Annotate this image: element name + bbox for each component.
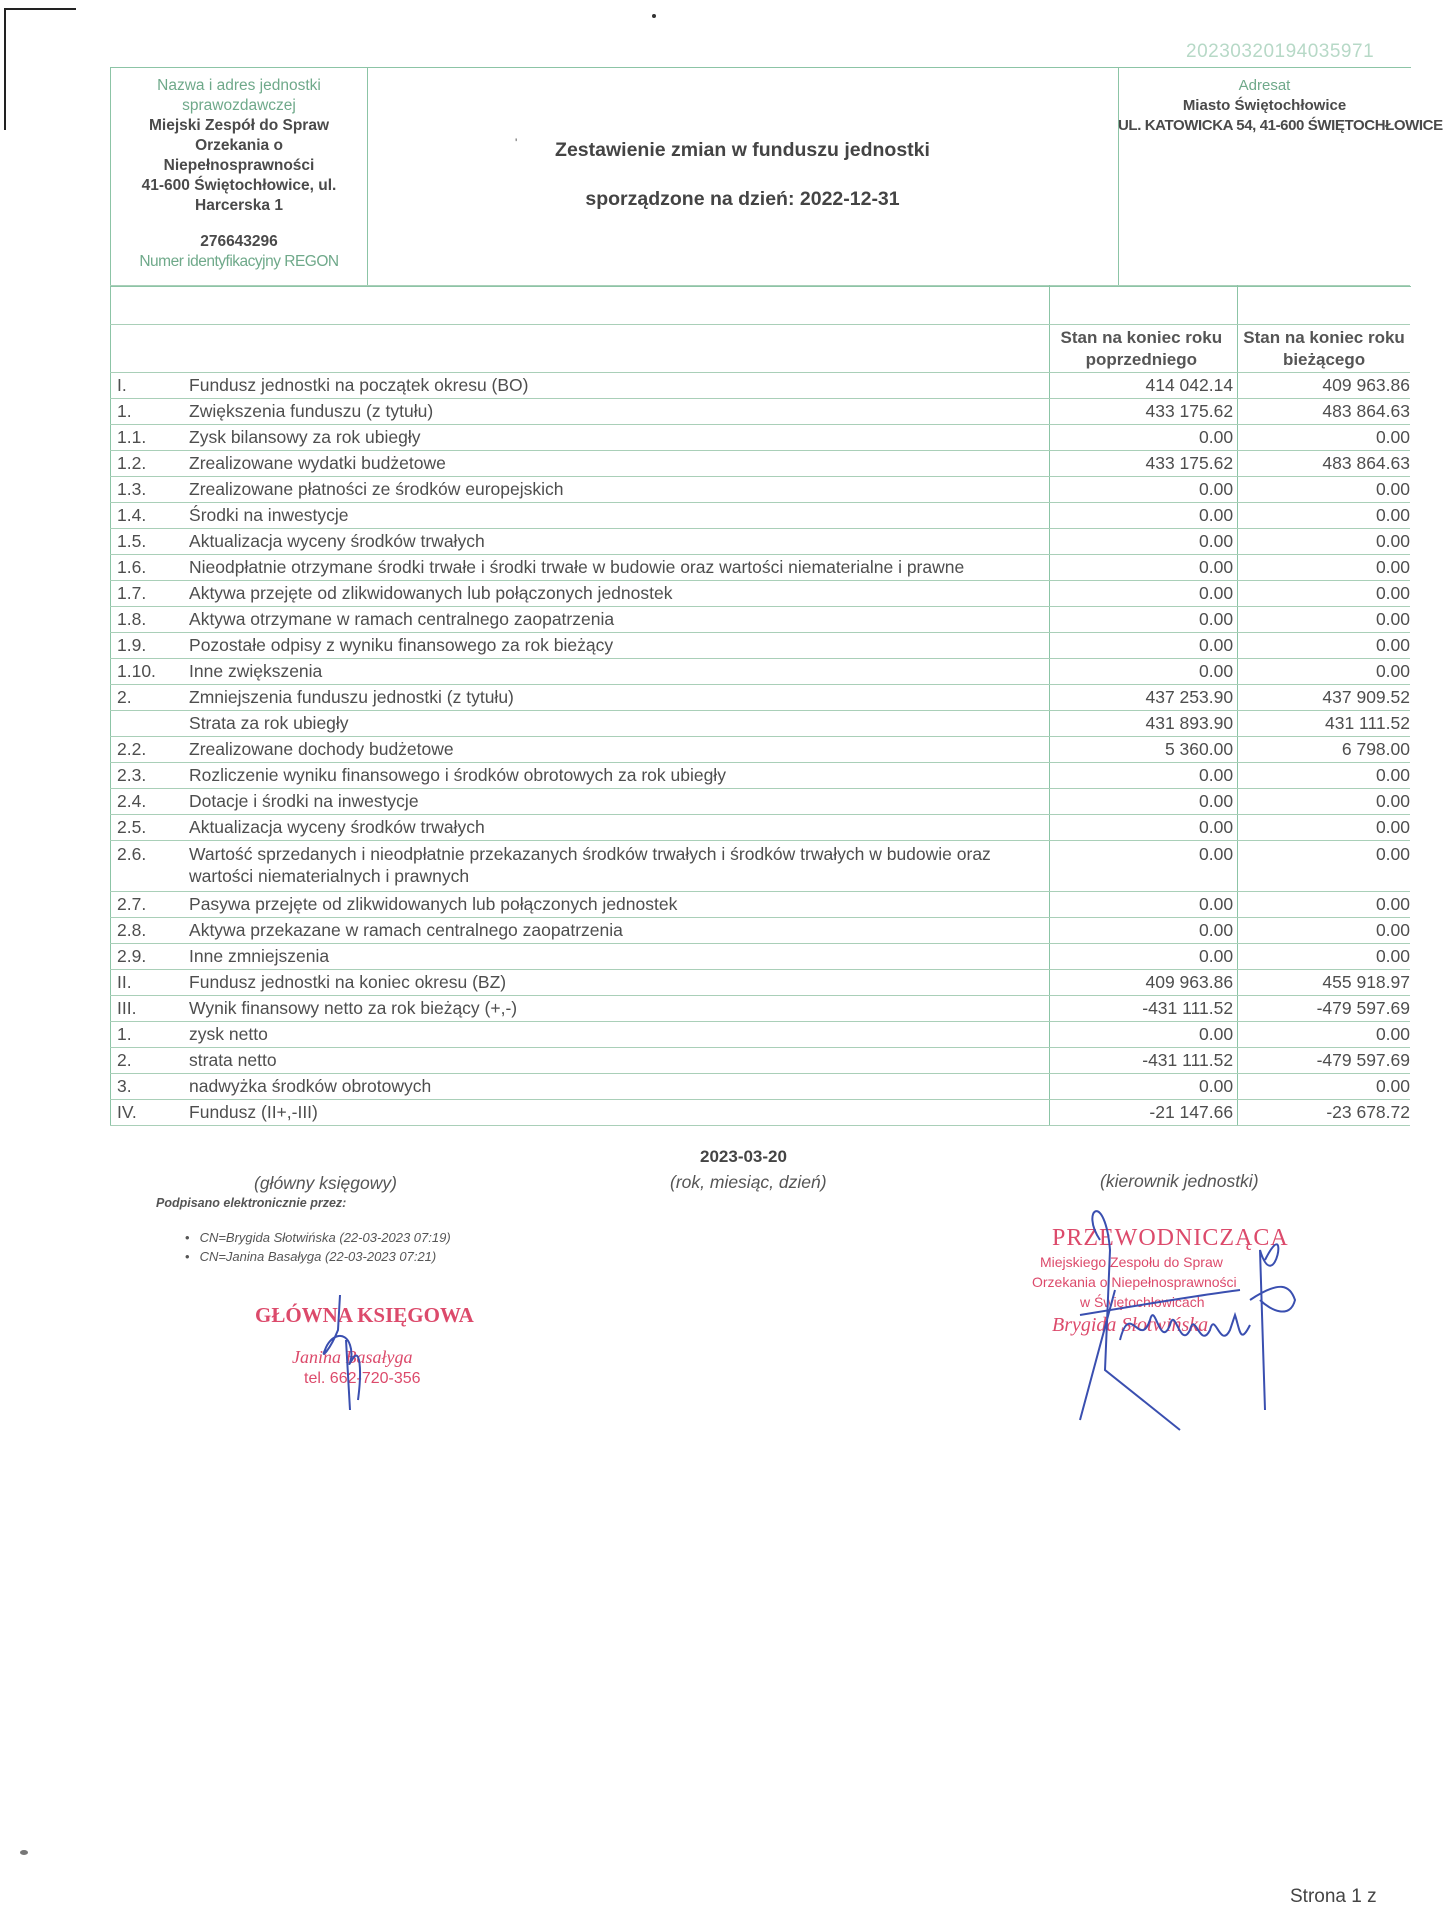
row-value-previous: 0.00	[1049, 944, 1238, 970]
head-caption: (kierownik jednostki)	[1100, 1171, 1259, 1191]
row-value-previous: 414 042.14	[1049, 373, 1238, 399]
row-value-previous: 431 893.90	[1049, 711, 1238, 737]
row-value-current: 0.00	[1238, 633, 1410, 659]
signer-item: • CN=Janina Basałyga (22-03-2023 07:21)	[185, 1247, 451, 1266]
row-value-current: 437 909.52	[1238, 685, 1410, 711]
row-description: Zrealizowane wydatki budżetowe	[189, 451, 1049, 477]
table-row	[111, 503, 1411, 529]
signer-item: • CN=Brygida Słotwińska (22-03-2023 07:19)	[185, 1228, 451, 1247]
row-value-previous: 0.00	[1049, 633, 1238, 659]
scan-tick: '	[515, 136, 518, 150]
row-value-current: 0.00	[1238, 918, 1410, 944]
row-value-current: 409 963.86	[1238, 373, 1410, 399]
accountant-stamp-name: Janina Basałyga	[292, 1347, 413, 1367]
table-row	[111, 607, 1411, 633]
row-number: 3.	[111, 1074, 190, 1100]
row-value-previous: 0.00	[1049, 1074, 1238, 1100]
scan-speck	[652, 14, 656, 18]
row-value-current: 0.00	[1238, 892, 1410, 918]
row-value-previous: -431 111.52	[1049, 996, 1238, 1022]
row-number: 2.5.	[111, 815, 190, 841]
row-value-current: 0.00	[1238, 607, 1410, 633]
row-number: II.	[111, 970, 190, 996]
row-number: 1.9.	[111, 633, 190, 659]
row-description: Fundusz jednostki na koniec okresu (BZ)	[189, 970, 1049, 996]
table-row	[111, 425, 1411, 451]
row-description: Pozostałe odpisy z wyniku finansowego za rok bieżący	[189, 633, 1049, 659]
table-row	[111, 477, 1411, 503]
row-value-current: 0.00	[1238, 503, 1410, 529]
head-stamp-name: Brygida Słotwińska	[1052, 1314, 1209, 1336]
addressee-name: Miasto Świętochłowice	[1182, 97, 1347, 114]
accountant-stamp-phone: tel. 662-720-356	[304, 1370, 421, 1387]
table-row	[111, 970, 1411, 996]
table-row	[111, 944, 1411, 970]
row-description: Zwiększenia funduszu (z tytułu)	[189, 399, 1049, 425]
reporting-unit-name-3: 41-600 Świętochłowice, ul.	[141, 177, 337, 194]
row-value-previous: 0.00	[1049, 918, 1238, 944]
row-number: 2.9.	[111, 944, 190, 970]
row-number: 2.4.	[111, 789, 190, 815]
row-number: 2.	[111, 685, 190, 711]
row-description: Wynik finansowy netto za rok bieżący (+,-)	[189, 996, 1049, 1022]
table-row	[111, 918, 1411, 944]
row-value-current: 455 918.97	[1238, 970, 1410, 996]
row-value-current: 0.00	[1238, 477, 1410, 503]
row-description: nadwyżka środków obrotowych	[189, 1074, 1049, 1100]
row-description: Zmniejszenia funduszu jednostki (z tytułu)	[189, 685, 1049, 711]
row-number: 2.3.	[111, 763, 190, 789]
row-value-previous: -21 147.66	[1049, 1100, 1238, 1126]
table-row	[111, 711, 1411, 737]
head-handwritten-signature	[1060, 1190, 1310, 1430]
row-description: Nieodpłatnie otrzymane środki trwałe i środki trwałe w budowie oraz wartości niematerialne i prawne	[189, 555, 1049, 581]
row-value-current: -479 597.69	[1238, 996, 1410, 1022]
column-header-previous-year: Stan na koniec roku poprzedniego	[1049, 325, 1238, 373]
table-row	[111, 841, 1411, 892]
row-number: 2.7.	[111, 892, 190, 918]
row-number: 1.	[111, 399, 190, 425]
row-description: Zrealizowane płatności ze środków europejskich	[189, 477, 1049, 503]
row-description: Zrealizowane dochody budżetowe	[189, 737, 1049, 763]
row-value-previous: 0.00	[1049, 581, 1238, 607]
accountant-handwritten-signature	[300, 1290, 380, 1420]
scan-border-mark	[4, 8, 76, 130]
table-row	[111, 737, 1411, 763]
addressee-label: Adresat	[1238, 77, 1291, 94]
table-row	[111, 581, 1411, 607]
head-stamp-line-0: Miejskiego Zespołu do Spraw	[1040, 1254, 1223, 1270]
row-number: IV.	[111, 1100, 190, 1126]
row-value-previous: 433 175.62	[1049, 451, 1238, 477]
row-description: Rozliczenie wyniku finansowego i środków obrotowych za rok ubiegły	[189, 763, 1049, 789]
row-number: 2.8.	[111, 918, 190, 944]
table-row	[111, 996, 1411, 1022]
table-row	[111, 529, 1411, 555]
head-stamp-title: PRZEWODNICZĄCA	[1052, 1225, 1289, 1251]
fund-changes-table	[110, 285, 1410, 1126]
signed-electronically-label: Podpisano elektronicznie przez:	[156, 1196, 347, 1210]
row-number: 1.2.	[111, 451, 190, 477]
row-description: Aktywa przejęte od zlikwidowanych lub połączonych jednostek	[189, 581, 1049, 607]
row-description: Aktualizacja wyceny środków trwałych	[189, 529, 1049, 555]
row-description: Pasywa przejęte od zlikwidowanych lub połączonych jednostek	[189, 892, 1049, 918]
row-value-previous: 0.00	[1049, 763, 1238, 789]
row-description: Aktywa otrzymane w ramach centralnego zaopatrzenia	[189, 607, 1049, 633]
row-value-previous: 0.00	[1049, 892, 1238, 918]
row-value-current: 0.00	[1238, 581, 1410, 607]
reporting-unit-name-2: Niepełnosprawności	[163, 157, 315, 174]
document-date-line: sporządzone na dzień: 2022-12-31	[585, 188, 900, 210]
row-description: zysk netto	[189, 1022, 1049, 1048]
accountant-stamp-title: GŁÓWNA KSIĘGOWA	[255, 1303, 474, 1327]
row-number: 1.3.	[111, 477, 190, 503]
row-value-previous: 437 253.90	[1049, 685, 1238, 711]
table-row	[111, 789, 1411, 815]
row-description: Środki na inwestycje	[189, 503, 1049, 529]
row-value-previous: 0.00	[1049, 841, 1238, 892]
row-number: 1.1.	[111, 425, 190, 451]
row-value-current: 483 864.63	[1238, 451, 1410, 477]
row-value-previous: 0.00	[1049, 1022, 1238, 1048]
row-number	[111, 711, 190, 737]
table-row	[111, 1074, 1411, 1100]
row-number: 1.4.	[111, 503, 190, 529]
row-value-previous: 0.00	[1049, 789, 1238, 815]
title-box	[367, 68, 1119, 286]
table-row	[111, 451, 1411, 477]
row-number: 2.	[111, 1048, 190, 1074]
row-value-current: 0.00	[1238, 944, 1410, 970]
table-row	[111, 373, 1411, 399]
table-row	[111, 763, 1411, 789]
row-value-current: 0.00	[1238, 1022, 1410, 1048]
row-description: Inne zmniejszenia	[189, 944, 1049, 970]
row-description: Strata za rok ubiegły	[189, 711, 1049, 737]
table-row	[111, 1022, 1411, 1048]
row-value-previous: 0.00	[1049, 659, 1238, 685]
row-description: Wartość sprzedanych i nieodpłatnie przekazanych środków trwałych i środków trwałych w budowie oraz wartości niematerialnych i prawnych	[189, 841, 1049, 892]
row-value-current: 0.00	[1238, 763, 1410, 789]
head-stamp-line-2: w Świętochłowicach	[1080, 1294, 1205, 1310]
document-id: 20230320194035971	[1186, 41, 1375, 62]
row-value-current: 0.00	[1238, 555, 1410, 581]
reporting-unit-name-1: Orzekania o	[195, 137, 283, 154]
row-number: III.	[111, 996, 190, 1022]
scan-speck	[20, 1850, 28, 1855]
reporting-unit-label: Nazwa i adres jednostki sprawozdawczej	[157, 77, 321, 114]
addressee-address: UL. KATOWICKA 54, 41-600 ŚWIĘTOCHŁOWICE	[1118, 117, 1443, 134]
row-value-previous: 433 175.62	[1049, 399, 1238, 425]
row-value-current: -23 678.72	[1238, 1100, 1410, 1126]
row-value-current: -479 597.69	[1238, 1048, 1410, 1074]
date-caption: (rok, miesiąc, dzień)	[670, 1172, 827, 1192]
row-value-current: 0.00	[1238, 529, 1410, 555]
row-description: Fundusz jednostki na początek okresu (BO)	[189, 373, 1049, 399]
row-description: strata netto	[189, 1048, 1049, 1074]
row-value-current: 431 111.52	[1238, 711, 1410, 737]
row-value-current: 0.00	[1238, 425, 1410, 451]
signature-date: 2023-03-20	[700, 1147, 787, 1166]
table-row	[111, 633, 1411, 659]
column-header-current-year: Stan na koniec roku bieżącego	[1238, 325, 1410, 373]
row-value-current: 0.00	[1238, 815, 1410, 841]
row-number: 1.5.	[111, 529, 190, 555]
reporting-unit-name-0: Miejski Zespół do Spraw	[148, 117, 329, 134]
row-description: Aktualizacja wyceny środków trwałych	[189, 815, 1049, 841]
table-row	[111, 892, 1411, 918]
row-number: 2.2.	[111, 737, 190, 763]
row-number: 1.8.	[111, 607, 190, 633]
row-value-previous: 0.00	[1049, 529, 1238, 555]
row-description: Inne zwiększenia	[189, 659, 1049, 685]
row-number: 1.7.	[111, 581, 190, 607]
table-row	[111, 555, 1411, 581]
table-row	[111, 815, 1411, 841]
row-value-current: 483 864.63	[1238, 399, 1410, 425]
row-value-current: 0.00	[1238, 1074, 1410, 1100]
row-value-previous: 5 360.00	[1049, 737, 1238, 763]
table-row	[111, 399, 1411, 425]
row-value-previous: 0.00	[1049, 503, 1238, 529]
row-value-previous: 0.00	[1049, 477, 1238, 503]
header-block	[110, 67, 1443, 287]
row-value-current: 6 798.00	[1238, 737, 1410, 763]
row-number: I.	[111, 373, 190, 399]
document-title: Zestawienie zmian w funduszu jednostki	[555, 139, 930, 161]
row-description: Dotacje i środki na inwestycje	[189, 789, 1049, 815]
regon-label: Numer identyfikacyjny REGON	[139, 253, 339, 270]
accountant-caption: (główny księgowy)	[254, 1173, 397, 1193]
reporting-unit-box	[111, 68, 368, 286]
column-header-row	[111, 325, 1411, 373]
signers-list	[185, 1228, 451, 1266]
row-description: Fundusz (II+,-III)	[189, 1100, 1049, 1126]
row-value-previous: 0.00	[1049, 555, 1238, 581]
table-row	[111, 1100, 1411, 1126]
head-stamp-line-1: Orzekania o Niepełnosprawności	[1032, 1274, 1237, 1290]
table-row	[111, 659, 1411, 685]
table-spacer-row	[111, 286, 1411, 325]
row-number: 1.10.	[111, 659, 190, 685]
row-number: 1.6.	[111, 555, 190, 581]
row-value-previous: 409 963.86	[1049, 970, 1238, 996]
row-description: Zysk bilansowy za rok ubiegły	[189, 425, 1049, 451]
reporting-unit-name-4: Harcerska 1	[195, 197, 283, 214]
row-value-previous: -431 111.52	[1049, 1048, 1238, 1074]
addressee-box	[1118, 68, 1443, 286]
row-value-previous: 0.00	[1049, 815, 1238, 841]
table-row	[111, 1048, 1411, 1074]
row-description: Aktywa przekazane w ramach centralnego zaopatrzenia	[189, 918, 1049, 944]
row-value-previous: 0.00	[1049, 425, 1238, 451]
table-row	[111, 685, 1411, 711]
row-value-current: 0.00	[1238, 659, 1410, 685]
page-indicator: Strona 1 z	[1290, 1886, 1377, 1907]
row-number: 1.	[111, 1022, 190, 1048]
row-value-current: 0.00	[1238, 789, 1410, 815]
row-value-current: 0.00	[1238, 841, 1410, 892]
row-value-previous: 0.00	[1049, 607, 1238, 633]
regon-number: 276643296	[200, 233, 278, 250]
row-number: 2.6.	[111, 841, 190, 892]
